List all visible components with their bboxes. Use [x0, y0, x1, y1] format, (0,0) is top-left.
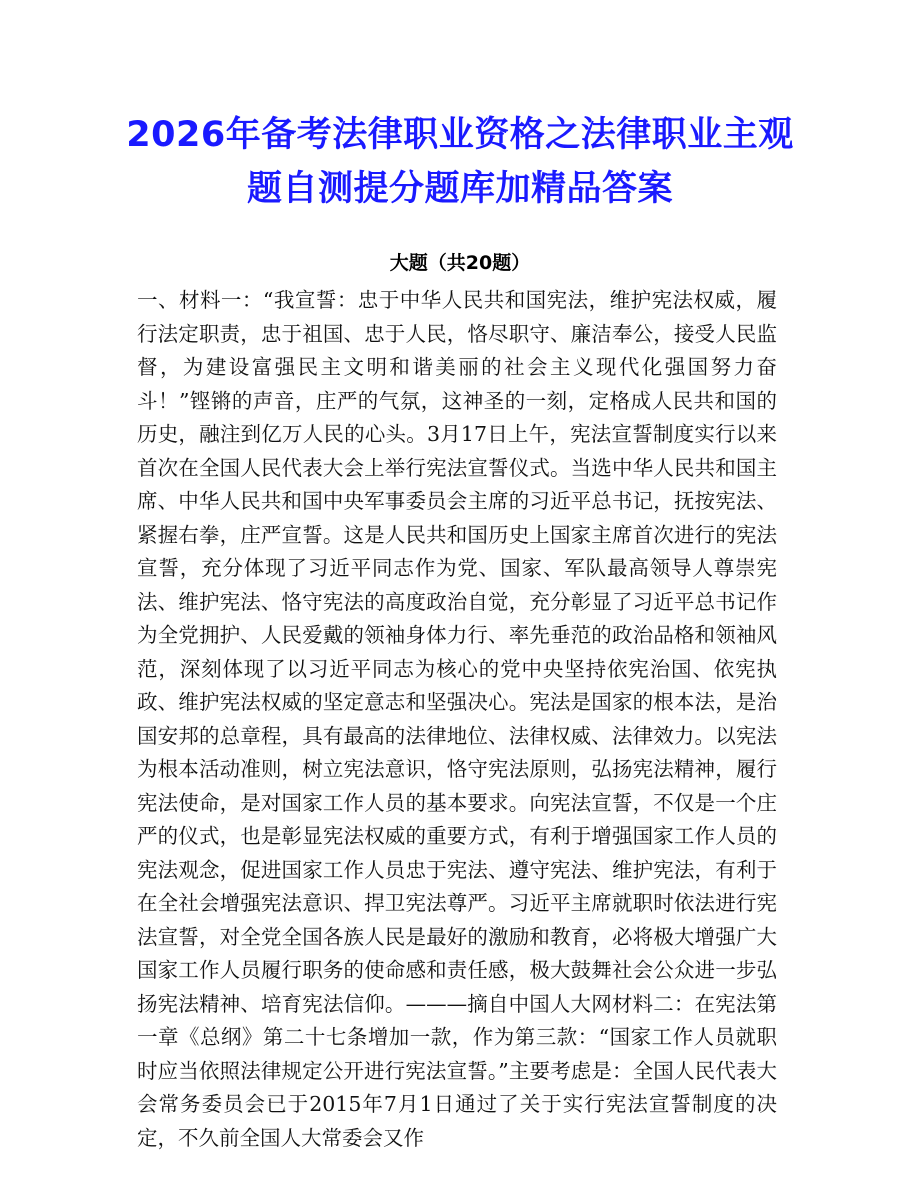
document-title: 2026年备考法律职业资格之法律职业主观题自测提分题库加精品答案 — [126, 115, 794, 209]
section-heading: 大题（共20题） — [389, 252, 531, 274]
question-body-text: 一、材料一：“我宣誓：忠于中华人民共和国宪法，维护宪法权威，履行法定职责，忠于祖国、忠于人民，恪尽职守、廉洁奉公，接受人民监督，为建设富强民主文明和谐美丽的社会主义现代化强国努力奋斗！”铿锵的声音，庄严的气氛，这神圣的一刻，定格成人民共和国的历史，融注到亿万人民的心头。3月17日上午，宪法宣誓制度实行以来首次在全国人民代表大会上举行宪法宣誓仪式。当选中华人民共和国主席、中华人民共和国中央军事委员会主席的习近平总书记，抚按宪法、紧握右拳，庄严宣誓。这是人民共和国历史上国家主席首次进行的宪法宣誓，充分体现了习近平同志作为党、国家、军队最高领导人尊崇宪法、维护宪法、恪守宪法的高度政治自觉，充分彰显了习近平总书记作为全党拥护、人民爱戴的领袖身体力行、率先垂范的政治品格和领袖风范，深刻体现了以习近平同志为核心的党中央坚持依宪治国、依宪执政、维护宪法权威的坚定意志和坚强决心。宪法是国家的根本法，是治国安邦的总章程，具有最高的法律地位、法律权威、法律效力。以宪法为根本活动准则，树立宪法意识，恪守宪法原则，弘扬宪法精神，履行宪法使命，是对国家工作人员的基本要求。向宪法宣誓，不仅是一个庄严的仪式，也是彰显宪法权威的重要方式，有利于增强国家工作人员的宪法观念，促进国家工作人员忠于宪法、遵守宪法、维护宪法，有利于在全社会增强宪法意识、捍卫宪法尊严。习近平主席就职时依法进行宪法宣誓，对全党全国各族人民是最好的激励和教育，必将极大增强广大国家工作人员履行职务的使命感和责任感，极大鼓舞社会公众进一步弘扬宪法精神、培育宪法信仰。———摘自中国人大网材料二：在宪法第一章《总纲》第二十七条增加一款，作为第三款：“国家工作人员就职时应当依照法律规定公开进行宪法宣誓。”主要考虑是：全国人民代表大会常务委员会已于2015年7月1日通过了关于实行宪法宣誓制度的决定，不久前全国人大常委会又作 — [137, 288, 777, 1150]
